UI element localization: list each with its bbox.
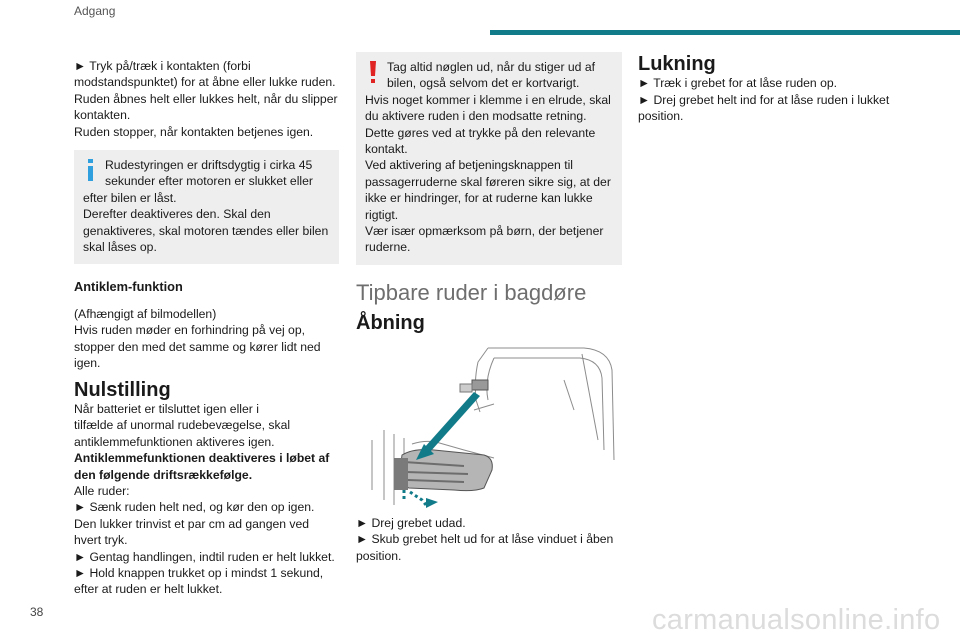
header-accent-bar bbox=[490, 30, 960, 35]
intro-paragraph: ► Tryk på/træk i kontakten (forbi modstandspunktet) for at åbne eller lukke ruden. Ruden åbnes helt eller lukkes helt, når du slipper kontakten. Ruden stopper, når kontakten betjenes igen. bbox=[74, 59, 338, 139]
lukning-steps: ► Træk i grebet for at låse ruden op. ► Drej grebet helt ind for at låse ruden i lukket position. bbox=[638, 76, 890, 124]
warning-box bbox=[356, 52, 622, 265]
abning-heading: Åbning bbox=[356, 312, 425, 335]
header-title: Adgang bbox=[74, 4, 116, 18]
antiklem-paragraph: (Afhængigt af bilmodellen) Hvis ruden møder en forhindring på vej op, stopper den med det samme og kører lidt ned igen. bbox=[74, 306, 321, 371]
info-box bbox=[74, 150, 339, 264]
info-box-text: Rudestyringen er driftsdygtig i cirka 45 sekunder efter motoren er slukket eller efter bilen er låst. Derefter deaktiveres den. Skal den genaktiveres, skal motoren tændes eller bilen skal låses op. bbox=[83, 158, 329, 255]
column-right bbox=[638, 53, 903, 125]
column-middle bbox=[356, 52, 622, 564]
abning-steps: ► Drej grebet udad. ► Skub grebet helt ud for at låse vinduet i åben position. bbox=[356, 515, 614, 563]
column-left bbox=[74, 58, 339, 598]
watermark: carmanualsonline.info bbox=[652, 604, 941, 636]
page-number: 38 bbox=[30, 605, 44, 619]
warning-box-text: Tag altid nøglen ud, når du stiger ud af bilen, også selvom det er kortvarigt. Hvis noget kommer i klemme i en elrude, skal du aktivere ruden i den modsatte retning. Dette gøres ved at trykke på den relevante kontakt. Ved aktivering af betjeningsknappen til passagerruderne skal føreren sikre sig, at der ikke er hindringer, for at ruderne kan lukke rigtigt. Vær især opmærksom på børn, der betjener ruderne. bbox=[365, 60, 611, 255]
tilting-window-illustration bbox=[364, 340, 626, 515]
antiklem-heading: Antiklem-funktion bbox=[74, 279, 183, 295]
nulstilling-heading: Nulstilling bbox=[74, 378, 171, 401]
info-icon bbox=[86, 159, 96, 187]
lukning-heading: Lukning bbox=[638, 53, 716, 75]
nulstilling-paragraph: Når batteriet er tilsluttet igen eller i tilfælde af unormal rudebevægelse, skal antiklemmefunktionen aktiveres igen. Antiklemmefunktionen deaktiveres i løbet af den følgende driftsrækkefølge. Alle ruder: ► Sænk ruden helt ned, og kør den op igen. Den lukker trinvist et par cm ad gangen ved hvert tryk. ► Gentag handlingen, indtil ruden er helt lukket. ► Hold knappen trukket op i mindst 1 sekund, efter at ruden er helt lukket. bbox=[74, 401, 335, 597]
warning-icon bbox=[368, 61, 378, 89]
section-title: Tipbare ruder i bagdøre bbox=[356, 279, 587, 305]
